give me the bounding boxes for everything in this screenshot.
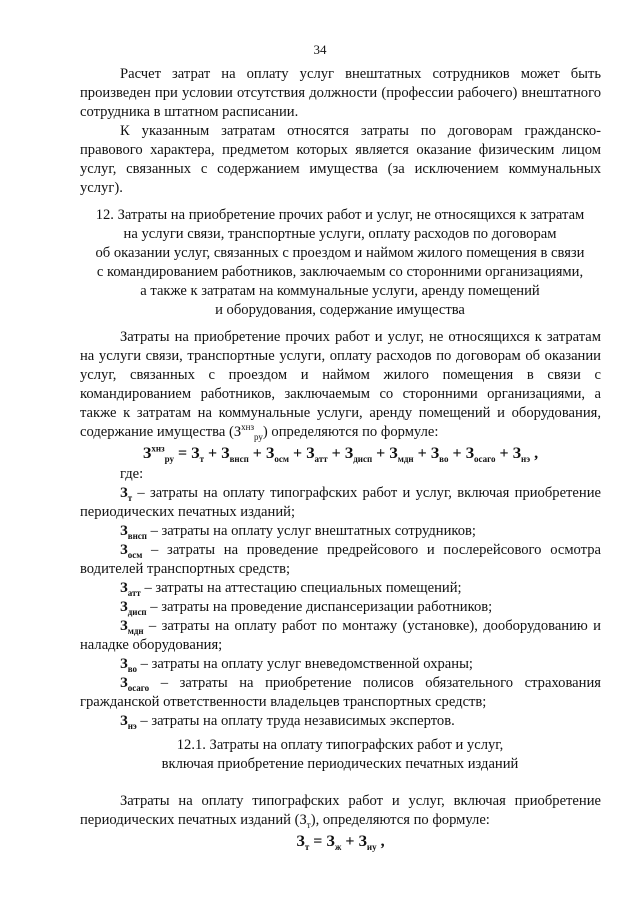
definition-text: – затраты на проведение предрейсового и послерейсового осмотра водителей транспортных средств;	[80, 542, 601, 577]
definition-text: – затраты на приобретение полисов обязательного страхования гражданской ответственности владельцев транспортных средств;	[80, 675, 601, 710]
definition-item	[80, 484, 601, 522]
paragraph-2: К указанным затратам относятся затраты по договорам гражданско-правового характера, предметом которых является оказание физическим лицом услуг, связанных с содержанием имущества (за исключением коммунальных услуг).	[80, 123, 601, 196]
heading-12-line: а также к затратам на коммунальные услуги, аренду помещений	[140, 283, 540, 299]
paragraph-3-text: Затраты на приобретение прочих работ и услуг, не относящихся к затратам на услуги связи, транспортные услуги, оплату расходов по договорам об оказании услуг, связанных с проездом и наймом жилого помещения в связи с командированием работников, заключаемым со сторонними организациями, а также к затратам на коммунальные услуги, аренду помещений и оборудования, содержание имущества (	[80, 329, 601, 440]
where-label: где:	[120, 466, 144, 482]
formula-1: $З^{хнз}_{ру} = З_т + З_{внсп} + З_{осм} + З_{атт} + З_{дисп} + З_{мдн} + З_{во} + З_{осаго} + З_{нэ}$ ,	[142, 443, 539, 465]
section-intro	[80, 65, 601, 198]
paragraph-3	[80, 328, 601, 442]
section-12-1-body	[80, 792, 601, 851]
definition-item	[80, 674, 601, 712]
definition-item	[80, 617, 601, 655]
heading-12-1-line: включая приобретение периодических печатных изданий	[161, 756, 519, 772]
definition-item	[80, 712, 601, 731]
definition-item	[80, 598, 601, 617]
heading-12-line: и оборудования, содержание имущества	[215, 302, 465, 318]
definition-item	[80, 579, 601, 598]
definition-symbol: $З_{внсп}$	[120, 523, 147, 541]
heading-12-line: с командированием работников, заключаемым со сторонними организациями,	[96, 264, 584, 280]
definition-symbol: $З_{дисп}$	[120, 599, 147, 617]
heading-12-1-line: 12.1. Затраты на оплату типографских работ и услуг,	[176, 737, 504, 753]
paragraph-1: Расчет затрат на оплату услуг внештатных сотрудников может быть произведен при условии отсутствия должности (профессии рабочего) внештатного сотрудника в штатном расписании.	[80, 66, 601, 120]
definition-text: – затраты на оплату типографских работ и услуг, включая приобретение периодических печатных изданий;	[80, 485, 601, 520]
definition-symbol: $З_т$	[120, 485, 133, 503]
definition-symbol: $З_{осаго}$	[120, 675, 150, 693]
paragraph-4-text: Затраты на оплату типографских работ и услуг, включая приобретение периодических печатных изданий (	[80, 793, 601, 828]
definition-text: – затраты на оплату услуг вневедомственной охраны;	[137, 656, 473, 672]
heading-12-1	[70, 736, 610, 774]
definition-item	[80, 541, 601, 579]
definitions-list	[80, 484, 601, 731]
paragraph-3-end: ) определяются по формуле:	[262, 424, 439, 440]
definition-text: – затраты на оплату услуг внештатных сотрудников;	[146, 523, 476, 539]
heading-12-line: на услуги связи, транспортные услуги, оплату расходов по договорам	[123, 226, 557, 242]
definition-symbol: $З_{нэ}$	[120, 713, 137, 731]
formula-2: $З_т = З_ж + З_{иу}$ ,	[296, 833, 385, 853]
formula-symbol: $З_т$	[299, 812, 311, 830]
definition-symbol: $З_{во}$	[120, 656, 138, 674]
formula-symbol: $З^{хнз}_{ру}$	[233, 422, 263, 442]
heading-12	[70, 206, 610, 320]
definition-text: – затраты на оплату труда независимых экспертов.	[136, 713, 455, 729]
definition-symbol: $З_{осм}$	[120, 542, 143, 560]
definition-text: – затраты на оплату работ по монтажу (установке), дооборудованию и наладке оборудования;	[80, 618, 601, 653]
paragraph-4	[80, 792, 601, 830]
heading-12-line: 12. Затраты на приобретение прочих работ и услуг, не относящихся к затратам	[95, 207, 585, 223]
section-12-body	[80, 328, 601, 731]
definition-text: – затраты на проведение диспансеризации работников;	[146, 599, 493, 615]
definition-symbol: $З_{мдн}$	[120, 618, 144, 636]
definition-symbol: $З_{атт}$	[120, 580, 141, 598]
paragraph-4-end: ), определяются по формуле:	[310, 812, 490, 828]
definition-text: – затраты на аттестацию специальных помещений;	[140, 580, 462, 596]
heading-12-line: об оказании услуг, связанных с проездом и наймом жилого помещения в связи	[95, 245, 585, 261]
definition-item	[80, 522, 601, 541]
definition-item	[80, 655, 601, 674]
page-number: 34	[313, 42, 327, 57]
